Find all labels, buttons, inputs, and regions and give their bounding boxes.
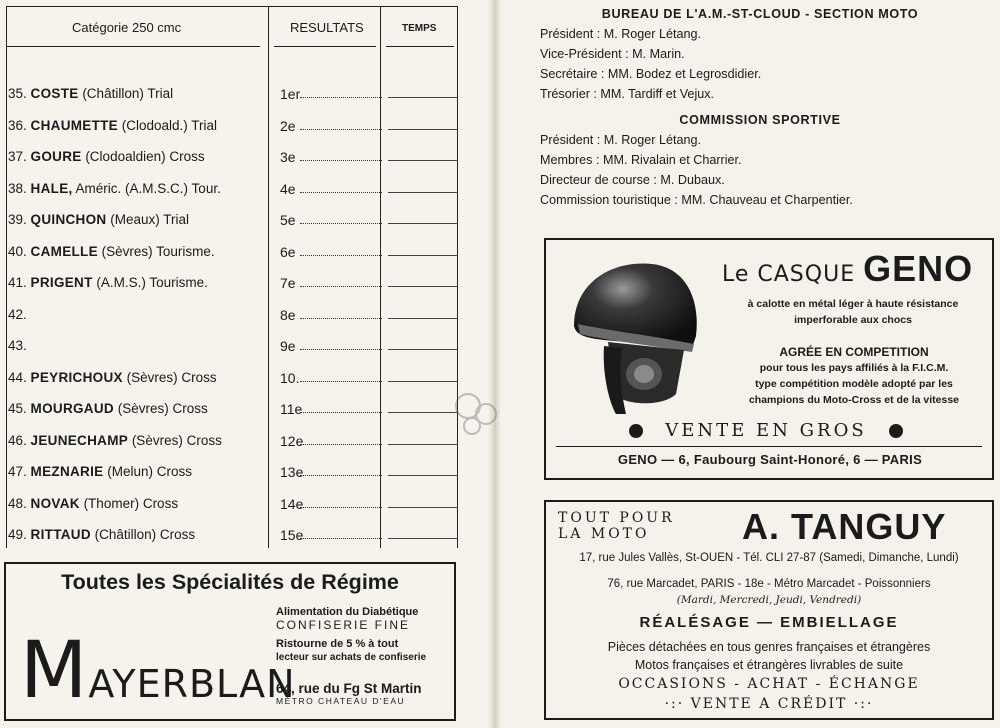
rider-club: (Clodoald.) Trial xyxy=(118,117,218,133)
tanguy-tout-pour: TOUT POUR xyxy=(558,510,675,526)
result-place: 10. xyxy=(280,369,300,386)
result-dotted-line xyxy=(300,475,382,476)
rider-number: 37. xyxy=(8,149,27,164)
geno-agree-line: type compétition modèle adopté par les xyxy=(755,378,953,390)
bullet-icon xyxy=(629,424,643,438)
header-underline-time xyxy=(386,46,454,47)
geno-ad xyxy=(544,238,994,480)
rider-number: 35. xyxy=(8,86,27,101)
table-row xyxy=(8,84,460,104)
tanguy-occasions: OCCASIONS - ACHAT - ÉCHANGE xyxy=(618,676,920,692)
result-dotted-line xyxy=(300,223,382,224)
rider-number: 40. xyxy=(8,243,27,259)
rider-entry xyxy=(8,336,27,356)
result-place: 13e xyxy=(280,464,304,480)
mayerblan-title: Toutes les Spécialités de Régime xyxy=(61,570,399,594)
rider-number: 41. xyxy=(8,275,27,290)
rider-club: (Châtillon) Trial xyxy=(78,86,174,101)
rider-club: (Meaux) Trial xyxy=(106,212,189,227)
table-row xyxy=(8,368,460,388)
tanguy-la-moto: LA MOTO xyxy=(558,526,650,542)
rider-number: 36. xyxy=(8,117,27,133)
mayerblan-brand xyxy=(20,626,296,716)
header-underline-results xyxy=(274,46,376,47)
bureau-line: Président : M. Roger Létang. xyxy=(540,27,702,41)
time-line xyxy=(388,538,458,539)
rider-club: (Sèvres) Cross xyxy=(122,369,217,385)
rider-name: RITTAUD xyxy=(30,527,91,542)
geno-agree-title: AGRÉE EN COMPETITION xyxy=(779,345,929,359)
tanguy-motos: Motos françaises et étrangères livrables de suite xyxy=(634,658,904,672)
rider-entry xyxy=(8,431,222,451)
mayerblan-line1: Alimentation du Diabétique xyxy=(276,606,419,618)
rider-name: JEUNECHAMP xyxy=(30,432,129,448)
tanguy-credit: ·:· VENTE A CRÉDIT ·:· xyxy=(664,696,874,712)
time-line xyxy=(388,286,458,287)
result-place: 6e xyxy=(280,243,296,260)
rider-entry xyxy=(8,368,217,388)
table-row xyxy=(8,431,460,451)
bureau-line: Trésorier : MM. Tardiff et Vejux. xyxy=(540,87,715,101)
rider-entry xyxy=(8,210,189,230)
header-category: Catégorie 250 cmc xyxy=(72,20,182,35)
tanguy-address-2: 76, rue Marcadet, PARIS - 18e - Métro Marcadet - Poissonniers xyxy=(607,578,931,590)
rider-entry xyxy=(8,399,208,419)
bureau-line: Vice-Président : M. Marin. xyxy=(540,47,685,61)
result-dotted-line xyxy=(300,160,382,161)
tanguy-brand: A. TANGUY xyxy=(742,506,947,547)
tanguy-address-1: 17, rue Jules Vallès, St-OUEN - Tél. CLI 27-87 (Samedi, Dimanche, Lundi) xyxy=(579,552,959,564)
bullet-icon xyxy=(889,424,903,438)
rider-club: Améric. (A.M.S.C.) Tour. xyxy=(72,180,221,196)
time-line xyxy=(388,475,458,476)
commission-line: Directeur de course : M. Dubaux. xyxy=(540,173,725,187)
rider-entry xyxy=(8,147,205,167)
left-page xyxy=(0,0,490,728)
table-row xyxy=(8,462,460,482)
commission-line: Président : M. Roger Létang. xyxy=(540,133,702,147)
rider-number: 47. xyxy=(8,464,27,479)
time-line xyxy=(388,192,458,193)
results-table xyxy=(6,6,458,548)
header-time: TEMPS xyxy=(402,23,437,34)
rider-club: (Sèvres) Cross xyxy=(128,432,222,448)
rider-entry xyxy=(8,494,178,514)
table-row xyxy=(8,179,460,199)
rider-club: (Clodoaldien) Cross xyxy=(81,149,205,164)
time-line xyxy=(388,223,458,224)
mayerblan-address: 64, rue du Fg St Martin xyxy=(276,681,422,696)
rider-entry xyxy=(8,305,27,325)
bureau-line: Secrétaire : MM. Bodez et Legrosdidier. xyxy=(540,67,762,81)
rider-club: (Thomer) Cross xyxy=(79,495,179,511)
watermark-stamp xyxy=(450,386,502,438)
time-line xyxy=(388,97,458,98)
rider-club: (Châtillon) Cross xyxy=(90,527,196,542)
tanguy-slogan xyxy=(558,510,675,542)
rider-name: COSTE xyxy=(30,86,79,101)
rider-entry xyxy=(8,116,217,136)
result-dotted-line xyxy=(300,318,382,319)
mayerblan-info xyxy=(276,606,446,708)
rider-number: 45. xyxy=(8,401,27,416)
result-dotted-line xyxy=(300,444,382,445)
time-line xyxy=(388,160,458,161)
result-dotted-line xyxy=(300,349,382,350)
time-line xyxy=(388,349,458,350)
table-row xyxy=(8,147,460,167)
commission-title: COMMISSION SPORTIVE xyxy=(679,113,841,127)
time-line xyxy=(388,255,458,256)
tanguy-parts: Pièces détachées en tous genres françaises et étrangères xyxy=(607,640,931,654)
rider-name: GOURE xyxy=(30,149,82,164)
rider-number: 49. xyxy=(8,527,27,542)
table-row xyxy=(8,336,460,356)
result-place: 15e xyxy=(280,527,304,543)
header-underline-category xyxy=(6,46,260,47)
result-dotted-line xyxy=(300,286,382,287)
rider-club: (Sèvres) Tourisme. xyxy=(97,243,215,259)
rider-number: 39. xyxy=(8,212,27,227)
rider-number: 46. xyxy=(8,432,27,448)
result-dotted-line xyxy=(300,97,382,98)
mayerblan-line4: lecteur sur achats de confiserie xyxy=(276,652,427,663)
table-border-left xyxy=(6,6,7,548)
bureau-title: BUREAU DE L'A.M.-ST-CLOUD - SECTION MOTO xyxy=(601,7,919,21)
rider-number: 44. xyxy=(8,369,27,385)
geno-le-casque: Le CASQUE xyxy=(722,262,856,287)
mayerblan-ad xyxy=(4,562,456,721)
mayerblan-brand-initial: M xyxy=(20,626,89,716)
rider-name: PRIGENT xyxy=(30,275,93,290)
geno-desc-line: imperforable aux chocs xyxy=(794,314,912,326)
time-line xyxy=(388,381,458,382)
result-place: 8e xyxy=(280,306,296,323)
rider-name: NOVAK xyxy=(30,495,80,511)
geno-wholesale xyxy=(586,420,946,441)
rider-number: 38. xyxy=(8,180,27,196)
result-dotted-line xyxy=(300,255,382,256)
result-place: 3e xyxy=(280,149,296,165)
geno-title xyxy=(722,248,973,290)
rider-entry xyxy=(8,242,215,262)
result-dotted-line xyxy=(300,381,382,382)
mayerblan-metro: MÉTRO CHATEAU D'EAU xyxy=(276,696,406,706)
table-row xyxy=(8,116,460,136)
result-dotted-line xyxy=(300,192,382,193)
geno-agree-line: champions du Moto-Cross et de la vitesse xyxy=(748,394,960,406)
rider-entry xyxy=(8,462,192,482)
rider-entry xyxy=(8,525,195,545)
result-dotted-line xyxy=(300,412,382,413)
rider-number: 43. xyxy=(8,338,27,353)
time-line xyxy=(388,507,458,508)
time-line xyxy=(388,129,458,130)
mayerblan-line2: CONFISERIE FINE xyxy=(276,618,411,632)
bureau-section xyxy=(540,4,980,210)
tanguy-services: RÉALÉSAGE — EMBIELLAGE xyxy=(639,614,899,631)
helmet-illustration xyxy=(564,256,704,416)
tanguy-days: (Mardi, Mercredi, Jeudi, Vendredi) xyxy=(676,594,862,606)
result-dotted-line xyxy=(300,129,382,130)
right-page xyxy=(500,0,1000,728)
geno-vente-text: VENTE EN GROS xyxy=(665,420,867,441)
tanguy-ad xyxy=(544,500,994,720)
table-row xyxy=(8,399,460,419)
result-place: 2e xyxy=(280,117,296,134)
time-line xyxy=(388,412,458,413)
result-place: 7e xyxy=(280,275,296,291)
header-results: RESULTATS xyxy=(290,20,364,35)
rider-name: MOURGAUD xyxy=(30,401,114,416)
rider-number: 42. xyxy=(8,306,27,322)
table-row xyxy=(8,494,460,514)
result-place: 12e xyxy=(280,432,304,449)
geno-approval xyxy=(722,344,986,408)
result-place: 11e xyxy=(280,401,303,417)
result-place: 4e xyxy=(280,180,296,197)
geno-desc-line: à calotte en métal léger à haute résistance xyxy=(747,298,959,310)
commission-line: Membres : MM. Rivalain et Charrier. xyxy=(540,153,742,167)
table-row xyxy=(8,525,460,545)
result-place: 9e xyxy=(280,338,296,354)
rider-club: (Melun) Cross xyxy=(103,464,192,479)
mayerblan-line3: Ristourne de 5 % à tout xyxy=(276,638,399,650)
geno-address: GENO — 6, Faubourg Saint-Honoré, 6 — PARIS xyxy=(617,452,923,467)
result-place: 5e xyxy=(280,212,296,228)
rider-name: QUINCHON xyxy=(30,212,107,227)
mayerblan-brand-rest: AYERBLAN xyxy=(88,662,296,706)
geno-description xyxy=(726,296,980,328)
time-line xyxy=(388,318,458,319)
rider-name: MEZNARIE xyxy=(30,464,104,479)
rider-name: CAMELLE xyxy=(30,243,98,259)
result-place: 1er xyxy=(280,86,301,102)
geno-brand: GENO xyxy=(863,248,974,289)
result-dotted-line xyxy=(300,538,382,539)
result-place: 14e xyxy=(280,495,304,512)
table-row xyxy=(8,210,460,230)
rider-club: (Sèvres) Cross xyxy=(113,401,208,416)
time-line xyxy=(388,444,458,445)
commission-line: Commission touristique : MM. Chauveau et Charpentier. xyxy=(540,193,853,207)
rider-name: CHAUMETTE xyxy=(30,117,118,133)
table-border-top xyxy=(6,6,458,7)
rider-name: PEYRICHOUX xyxy=(30,369,123,385)
table-row xyxy=(8,273,460,293)
geno-divider xyxy=(556,446,982,447)
rider-entry xyxy=(8,84,173,104)
result-dotted-line xyxy=(300,507,382,508)
rider-entry xyxy=(8,273,208,293)
table-row xyxy=(8,242,460,262)
geno-agree-line: pour tous les pays affiliés à la F.I.C.M. xyxy=(759,362,949,374)
rider-name: HALE, xyxy=(30,180,73,196)
table-row xyxy=(8,305,460,325)
rider-entry xyxy=(8,179,221,199)
rider-club: (A.M.S.) Tourisme. xyxy=(92,275,208,290)
rider-number: 48. xyxy=(8,495,27,511)
